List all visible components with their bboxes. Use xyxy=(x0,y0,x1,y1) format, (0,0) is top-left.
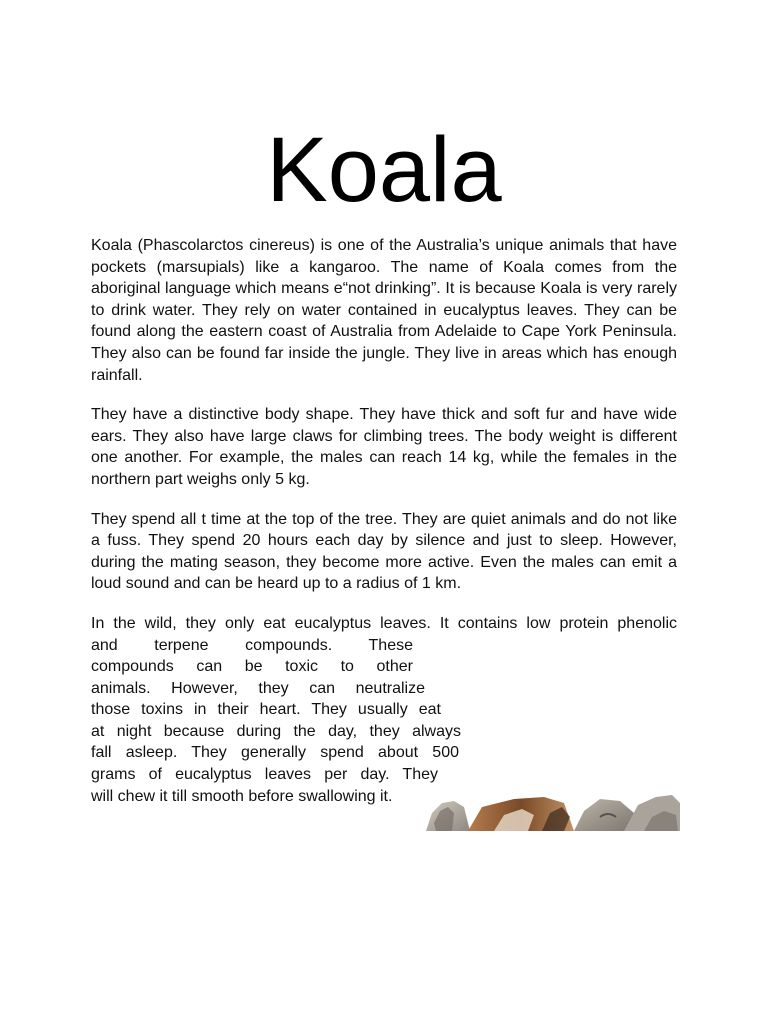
paragraph-diet xyxy=(91,613,677,807)
diet-line: animals. However, they can neutralize xyxy=(91,679,425,697)
diet-line: and terpene compounds. These xyxy=(91,636,413,654)
paragraph-behavior: They spend all t time at the top of the tree. They are quiet animals and do not like a fuss. They spend 20 hours each day by silence and just to sleep. However, during the mating season, they become more active. Even the males can emit a loud sound and can be heard up to a radius of 1 km. xyxy=(91,510,677,593)
diet-line: fall asleep. They generally spend about 500 xyxy=(91,744,459,762)
diet-line: compounds can be toxic to other xyxy=(91,658,413,676)
page-title: Koala xyxy=(266,119,502,221)
paragraph-diet-first-line: In the wild, they only eat eucalyptus leaves. It contains low protein phenolic xyxy=(91,614,677,632)
paragraph-intro: Koala (Phascolarctos cinereus) is one of the Australia’s unique animals that have pockets (marsupials) like a kangaroo. The name of Koala comes from the aboriginal language which means e“not drinking”. It is because Koala is very rarely to drink water. They rely on water contained in eucalyptus leaves. They can be found along the eastern coast of Australia from Adelaide to Cape York Peninsula. They also can be found far inside the jungle. They live in areas which has enough rainfall. xyxy=(91,237,677,384)
diet-line: at night because during the day, they always xyxy=(91,722,461,740)
koala-photo-icon xyxy=(424,793,680,831)
paragraph-body-shape: They have a distinctive body shape. They have thick and soft fur and have wide ears. They also have large claws for climbing trees. The body weight is different one another. For example, the males can reach 14 kg, while the females in the northern part weighs only 5 kg. xyxy=(91,406,677,488)
article-body xyxy=(91,235,677,807)
diet-line: grams of eucalyptus leaves per day. They xyxy=(91,766,438,784)
paragraph-diet-wrapped xyxy=(91,635,461,808)
diet-line: will chew it till smooth before swallowing it. xyxy=(91,787,393,805)
diet-line: those toxins in their heart. They usually eat xyxy=(91,701,441,719)
